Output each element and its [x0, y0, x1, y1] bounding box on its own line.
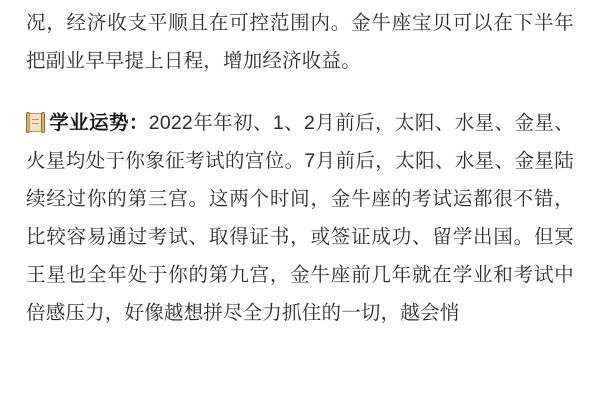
- section-body-study: 2022年年初、1、2月前后，太阳、水星、金星、火星均处于你象征考试的宫位。7月前后，太阳、水星、金星陆续经过你的第三宫。这两个时间，金牛座的考试运都很不错，比较容易通过考试、取得证书，或签证成功、留学出国。但冥王星也全年处于你的第九宫，金牛座前几年就在学业和考试中倍感压力，好像越想拼尽全力抓住的一切，越会悄: [26, 112, 574, 324]
- section-study-fortune: [26, 104, 574, 332]
- paragraph-finance-tail: 况，经济收支平顺且在可控范围内。金牛座宝贝可以在下半年把副业早早提上日程，增加经济收益。: [26, 12, 574, 72]
- section-study-body: [26, 104, 574, 332]
- section-heading-study: 学业运势：: [49, 112, 149, 134]
- scroll-icon: [26, 112, 45, 133]
